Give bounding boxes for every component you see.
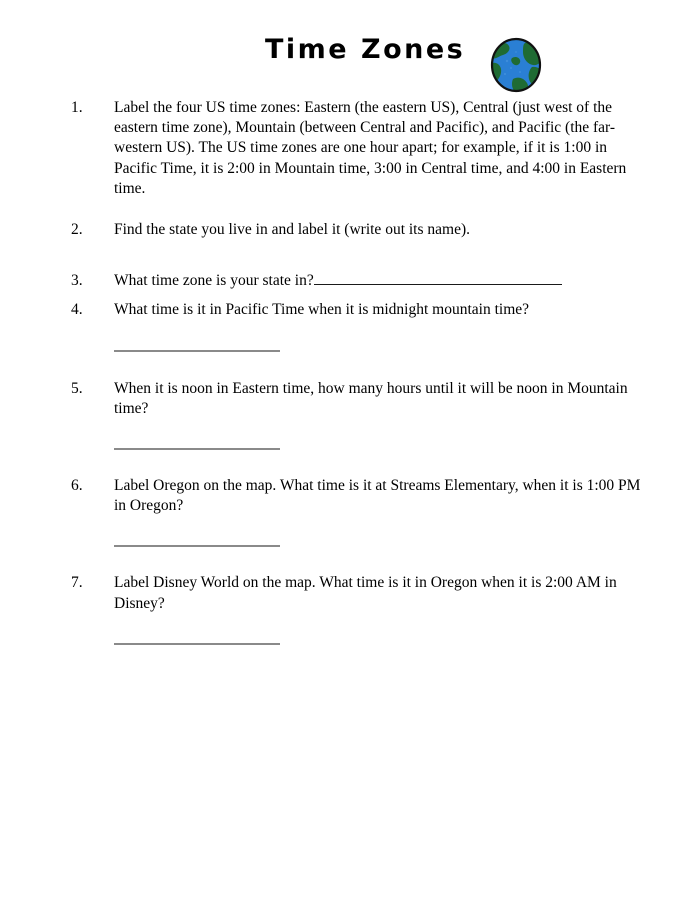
question-number: 3. [71, 272, 83, 290]
spacer [0, 321, 700, 350]
question-text: Label Disney World on the map. What time is it in Oregon when it is 2:00 AM in Disney? [114, 574, 617, 612]
question-item [0, 573, 700, 613]
question-number: 7. [71, 574, 83, 592]
question-item [0, 271, 700, 291]
question-text: Label the four US time zones: Eastern (the eastern US), Central (just west of the eastern time zone), Mountain (between Central and Pacific), and Pacific (the far-western US). The US time zones are one hour apart; for example, if it is 1:00 in Pacific Time, it is 2:00 in Mountain time, 3:00 in Central time, and 4:00 in Eastern time. [114, 99, 627, 197]
spacer [0, 199, 700, 220]
spacer [0, 262, 700, 271]
question-item [0, 476, 700, 516]
spacer [0, 240, 700, 262]
spacer [0, 547, 700, 573]
question-item [0, 98, 700, 199]
question-number: 4. [71, 301, 83, 319]
spacer [0, 614, 700, 643]
question-number: 2. [71, 221, 83, 239]
question-number: 1. [71, 99, 83, 116]
question-item [0, 220, 700, 240]
globe-earth-icon [487, 34, 545, 94]
question-text: Find the state you live in and label it (write out its name). [114, 221, 470, 239]
question-text: What time is it in Pacific Time when it is midnight mountain time? [114, 301, 530, 319]
spacer [0, 450, 700, 476]
question-text: What time zone is your state in? [114, 272, 314, 290]
answer-blank-inline[interactable] [314, 271, 562, 285]
spacer [0, 419, 700, 448]
question-text: Label Oregon on the map. What time is it at Streams Elementary, when it is 1:00 PM in Oregon? [114, 477, 641, 515]
question-number: 5. [71, 379, 83, 397]
question-list [0, 98, 700, 645]
question-number: 6. [71, 477, 83, 495]
answer-blank[interactable] [114, 643, 280, 645]
spacer [0, 352, 700, 379]
document-header [0, 18, 700, 90]
question-item [0, 379, 700, 419]
page-title: Time Zones [265, 34, 466, 65]
question-text: When it is noon in Eastern time, how many hours until it will be noon in Mountain time? [114, 379, 628, 417]
question-item [0, 300, 700, 320]
spacer [0, 291, 700, 300]
spacer [0, 516, 700, 545]
